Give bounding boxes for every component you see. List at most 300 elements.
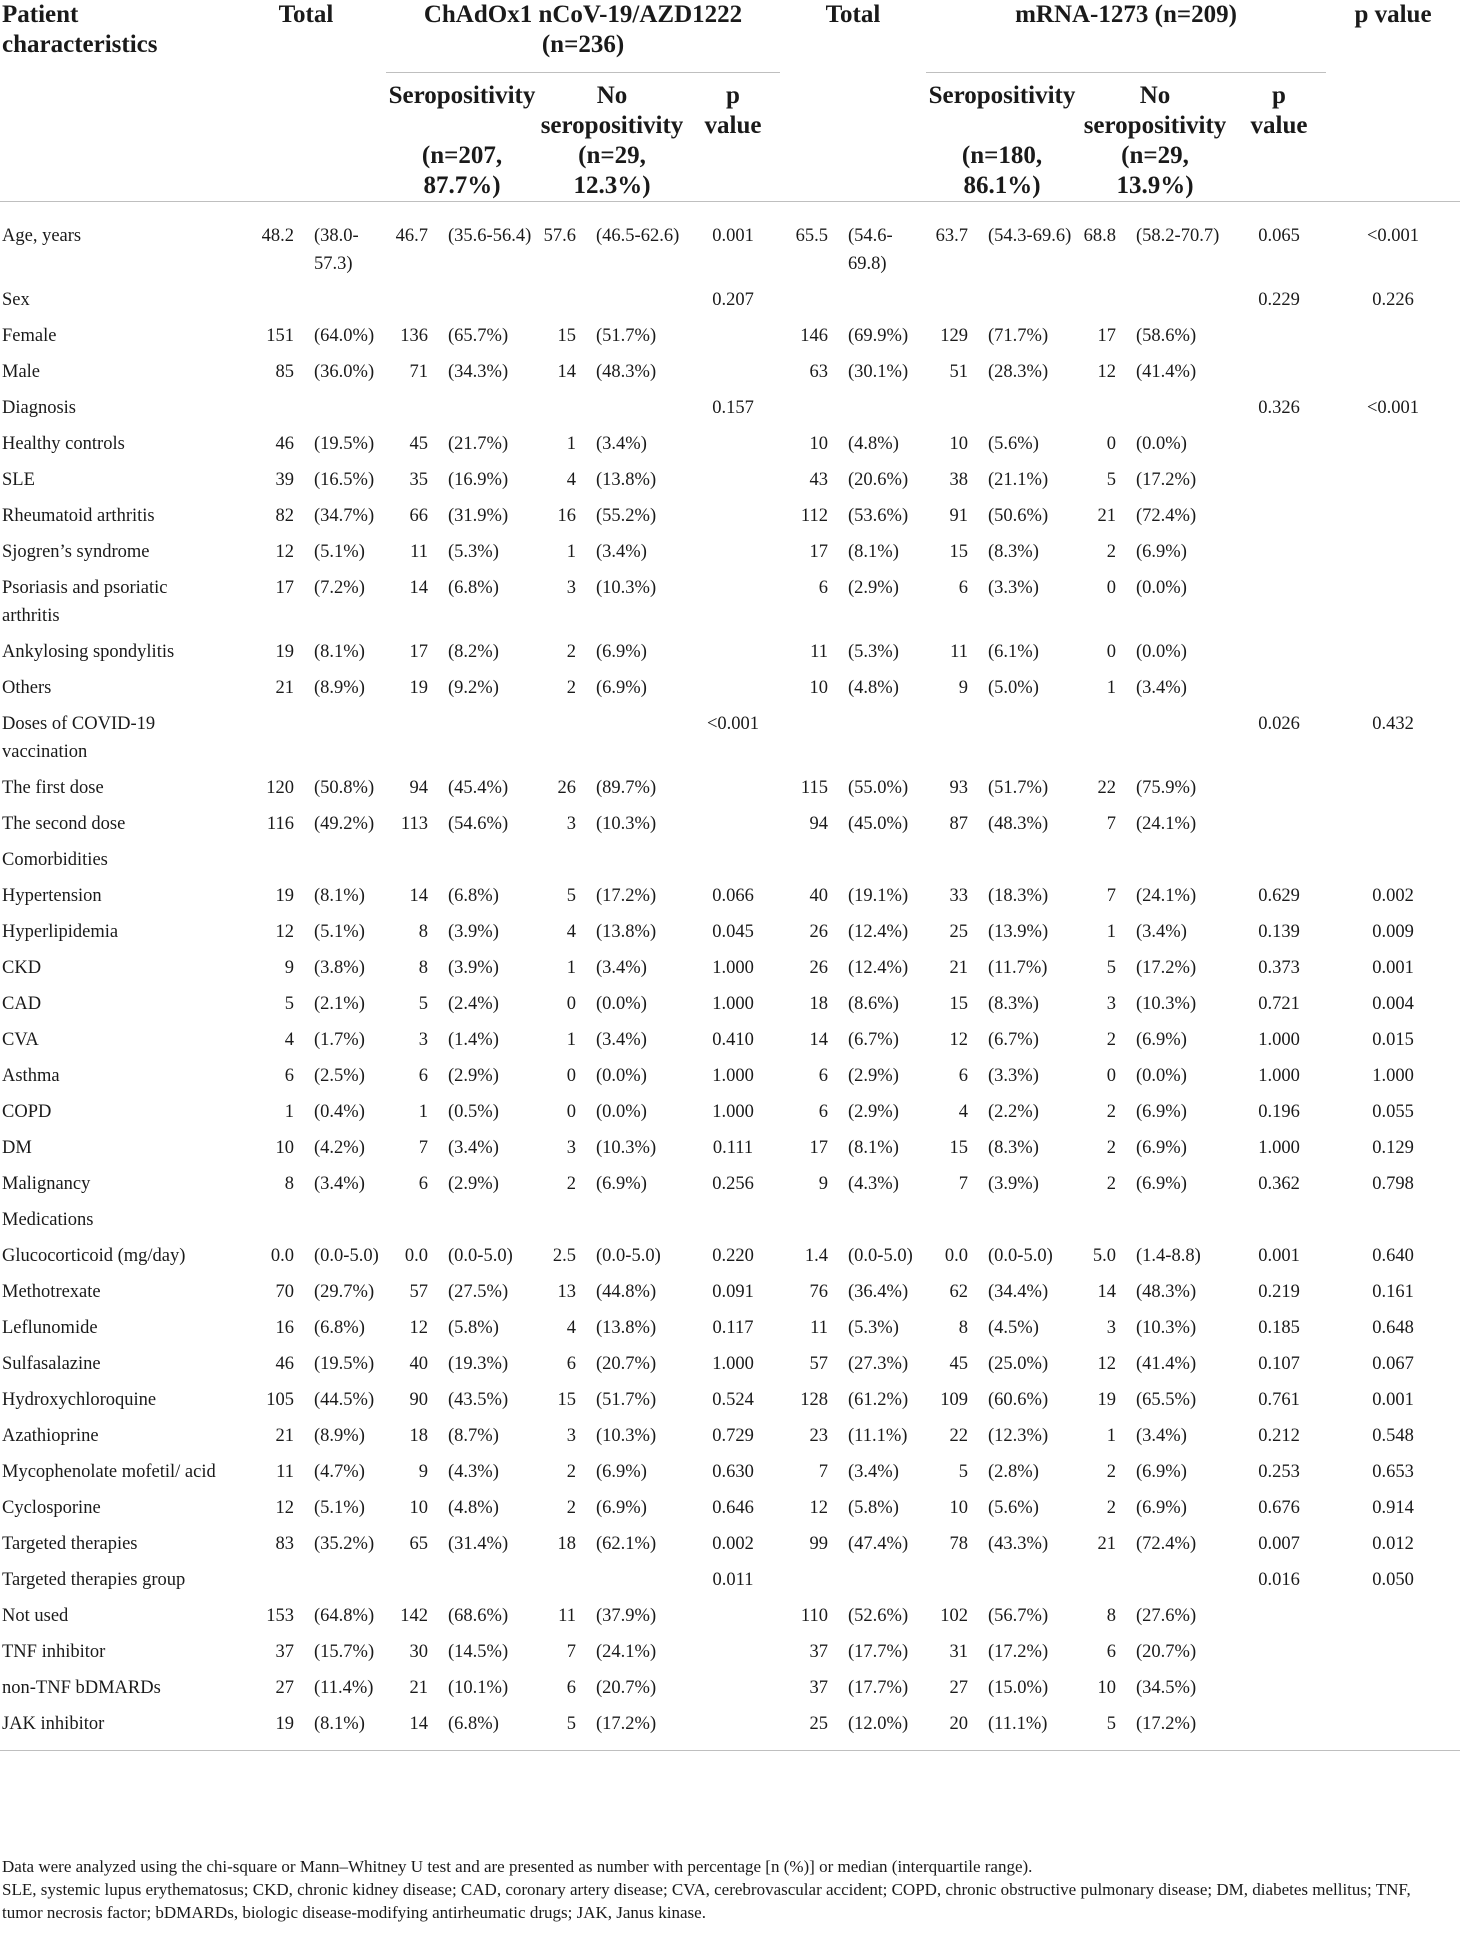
row-cell: 19 — [409, 678, 428, 698]
row-cell: 11 — [810, 642, 828, 662]
row-cell — [686, 532, 780, 568]
row-cell: 0 — [566, 1066, 576, 1086]
row-cell: (19.3%) — [448, 1354, 509, 1374]
row-cell: 0.721 — [1258, 994, 1300, 1014]
row-cell: (21.7%) — [448, 434, 509, 454]
row-cell: 91 — [949, 506, 968, 526]
row-cell: 6 — [566, 1678, 576, 1698]
row-cell: (6.9%) — [596, 678, 647, 698]
row-cell — [780, 704, 836, 768]
row-cell: (56.7%) — [988, 1606, 1049, 1626]
header-group-chadox1: ChAdOx1 nCoV-19/AZD1222 (n=236) — [423, 1, 743, 58]
row-cell: (8.6%) — [848, 994, 899, 1014]
row-cell: 5 — [1078, 1704, 1124, 1751]
table-row — [0, 984, 1460, 1020]
row-cell: (34.3%) — [448, 362, 509, 382]
row-cell: (6.1%) — [988, 642, 1039, 662]
table-row — [0, 1596, 1460, 1632]
row-label: Malignancy — [2, 1174, 91, 1194]
row-cell: 39 — [275, 470, 294, 490]
row-label: Hypertension — [2, 886, 102, 906]
row-cell: 0.524 — [712, 1390, 754, 1410]
row-cell: (47.4%) — [848, 1534, 909, 1554]
row-cell: 46 — [275, 1354, 294, 1374]
row-cell: 0.004 — [1372, 994, 1414, 1014]
row-cell: (14.5%) — [448, 1642, 509, 1662]
row-cell: (3.4%) — [596, 958, 647, 978]
row-cell: 37 — [275, 1642, 294, 1662]
row-cell: 0.253 — [1258, 1462, 1300, 1482]
row-cell: 1.000 — [1258, 1138, 1300, 1158]
row-cell: (45.0%) — [848, 814, 909, 834]
row-cell: (4.2%) — [314, 1138, 365, 1158]
row-cell: 18 — [557, 1534, 576, 1554]
row-cell: (3.4%) — [596, 434, 647, 454]
row-cell: 105 — [266, 1390, 294, 1410]
row-cell: (29.7%) — [314, 1282, 375, 1302]
row-cell: (58.2-70.7) — [1136, 226, 1220, 246]
row-cell: (16.5%) — [314, 470, 375, 490]
row-cell: (13.8%) — [596, 922, 657, 942]
row-cell: 10 — [809, 678, 828, 698]
row-cell: 21 — [1097, 506, 1116, 526]
row-cell: (28.3%) — [988, 362, 1049, 382]
row-cell: 10 — [1097, 1678, 1116, 1698]
row-cell: 0.646 — [712, 1498, 754, 1518]
row-cell: 5 — [1106, 470, 1116, 490]
table-row — [0, 202, 1460, 281]
row-cell: 12 — [1097, 362, 1116, 382]
row-cell: <0.001 — [1366, 226, 1420, 246]
row-cell: 1.000 — [712, 994, 754, 1014]
row-cell — [1326, 632, 1460, 668]
row-cell: (8.7%) — [448, 1426, 499, 1446]
row-cell: (0.0%) — [596, 1066, 647, 1086]
row-cell — [686, 840, 780, 876]
row-cell — [1124, 280, 1232, 316]
row-cell: 71 — [409, 362, 428, 382]
row-cell: 18 — [809, 994, 828, 1014]
row-cell: (60.6%) — [988, 1390, 1049, 1410]
row-cell — [1232, 1632, 1326, 1668]
row-cell: 0.362 — [1258, 1174, 1300, 1194]
row-cell: 0.107 — [1258, 1354, 1300, 1374]
row-cell — [686, 496, 780, 532]
row-label: Psoriasis and psoriatic arthritis — [2, 578, 168, 626]
row-cell: (3.4%) — [1136, 922, 1187, 942]
row-label: TNF inhibitor — [2, 1642, 106, 1662]
row-cell: 1 — [566, 1030, 576, 1050]
row-cell: 19 — [226, 1704, 302, 1751]
row-cell: 5 — [958, 1462, 968, 1482]
row-cell — [686, 352, 780, 388]
row-cell: 3 — [566, 1426, 576, 1446]
table-row — [0, 1380, 1460, 1416]
row-label: Healthy controls — [2, 434, 125, 454]
row-cell: (8.1%) — [314, 886, 365, 906]
row-cell: (8.3%) — [988, 542, 1039, 562]
row-label: SLE — [2, 470, 35, 490]
row-cell: 0 — [1106, 642, 1116, 662]
row-cell — [1326, 316, 1460, 352]
row-cell: (34.7%) — [314, 506, 375, 526]
table-row — [0, 1344, 1460, 1380]
table-footnotes — [2, 1855, 1452, 1924]
row-cell: 2 — [1106, 1030, 1116, 1050]
row-cell: 113 — [400, 814, 428, 834]
row-cell: 70 — [275, 1282, 294, 1302]
row-label: Medications — [2, 1210, 94, 1230]
table-row — [0, 1704, 1460, 1751]
row-cell: (6.9%) — [596, 642, 647, 662]
row-cell — [1232, 768, 1326, 804]
row-cell: 0 — [1106, 1066, 1116, 1086]
row-cell: 0.066 — [712, 886, 754, 906]
row-cell: (2.8%) — [988, 1462, 1039, 1482]
row-cell: 0.798 — [1372, 1174, 1414, 1194]
row-cell: 48.2 — [261, 226, 294, 246]
row-cell: 10 — [809, 434, 828, 454]
row-cell: 14 — [809, 1030, 828, 1050]
row-cell — [226, 280, 302, 316]
row-cell: 2 — [1106, 1102, 1116, 1122]
row-cell — [836, 280, 926, 316]
table-row — [0, 668, 1460, 704]
row-cell: 0.015 — [1372, 1030, 1414, 1050]
row-cell: 82 — [275, 506, 294, 526]
row-cell: 6 — [418, 1066, 428, 1086]
row-cell: 12 — [949, 1030, 968, 1050]
row-cell — [780, 1560, 836, 1596]
row-cell — [584, 704, 686, 768]
table-row — [0, 1128, 1460, 1164]
row-cell: (0.0-5.0) — [596, 1246, 661, 1266]
row-cell — [1326, 1200, 1460, 1236]
row-cell: 11 — [558, 1606, 576, 1626]
row-cell: (11.7%) — [988, 958, 1048, 978]
row-cell: 0.0 — [944, 1246, 968, 1266]
row-cell: 0.229 — [1258, 290, 1300, 310]
header-p-value-overall: p value — [1354, 1, 1432, 28]
row-cell: 25 — [780, 1704, 836, 1751]
row-cell — [538, 704, 584, 768]
row-cell: 0.002 — [712, 1534, 754, 1554]
row-cell — [926, 1560, 976, 1596]
row-cell — [686, 568, 780, 632]
row-cell: (4.7%) — [314, 1462, 365, 1482]
row-cell — [1124, 1200, 1232, 1236]
row-cell: (13.8%) — [596, 470, 657, 490]
row-cell — [386, 840, 436, 876]
row-cell: 1.4 — [804, 1246, 828, 1266]
row-cell — [1232, 632, 1326, 668]
row-cell — [686, 1704, 780, 1751]
row-cell: 0.729 — [712, 1426, 754, 1446]
row-cell: (20.7%) — [596, 1678, 657, 1698]
row-cell: 0.640 — [1372, 1246, 1414, 1266]
row-cell: 31 — [949, 1642, 968, 1662]
row-cell: 8 — [418, 922, 428, 942]
row-label: Doses of COVID-19 vaccination — [2, 714, 156, 762]
row-cell: 93 — [949, 778, 968, 798]
row-cell: 57.6 — [543, 226, 576, 246]
row-cell: (75.9%) — [1136, 778, 1197, 798]
row-cell: 2 — [1106, 1462, 1116, 1482]
row-cell — [436, 388, 538, 424]
row-cell: 90 — [409, 1390, 428, 1410]
row-cell — [1232, 1668, 1326, 1704]
row-label: The second dose — [2, 814, 126, 834]
row-cell: 10 — [949, 434, 968, 454]
row-cell: (51.7%) — [596, 1390, 657, 1410]
row-cell: 109 — [940, 1390, 968, 1410]
row-cell: 9 — [818, 1174, 828, 1194]
row-cell: 94 — [409, 778, 428, 798]
row-cell: 83 — [275, 1534, 294, 1554]
row-cell: 4 — [566, 1318, 576, 1338]
header-g1-seropositivity-label: Seropositivity — [388, 82, 536, 109]
row-cell: 14 — [386, 1704, 436, 1751]
row-cell: 38 — [949, 470, 968, 490]
row-cell: 151 — [266, 326, 294, 346]
row-cell: (4.8%) — [848, 678, 899, 698]
row-cell: 14 — [1097, 1282, 1116, 1302]
row-cell: (5.1%) — [314, 542, 365, 562]
row-cell: 2 — [566, 1174, 576, 1194]
row-cell — [1232, 668, 1326, 704]
row-cell — [976, 704, 1078, 768]
row-cell: 0.157 — [712, 398, 754, 418]
row-cell: 4 — [566, 922, 576, 942]
row-cell: 10 — [275, 1138, 294, 1158]
row-cell: (2.1%) — [314, 994, 365, 1014]
row-cell: 0.001 — [1372, 958, 1414, 978]
row-cell: 0.629 — [1258, 886, 1300, 906]
row-cell — [1078, 280, 1124, 316]
row-cell — [686, 768, 780, 804]
table-row — [0, 352, 1460, 388]
row-cell: 2 — [566, 642, 576, 662]
row-label: Targeted therapies group — [2, 1570, 186, 1590]
table-row — [0, 876, 1460, 912]
row-cell: (8.3%) — [988, 994, 1039, 1014]
row-cell: (41.4%) — [1136, 362, 1197, 382]
row-cell: 99 — [809, 1534, 828, 1554]
row-cell: 0.648 — [1372, 1318, 1414, 1338]
row-cell: 0.219 — [1258, 1282, 1300, 1302]
row-cell: (17.2%) — [1136, 470, 1197, 490]
row-cell: 6 — [566, 1354, 576, 1374]
row-cell — [686, 632, 780, 668]
row-cell — [386, 388, 436, 424]
row-cell: (17.2%) — [1124, 1704, 1232, 1751]
row-cell: 14 — [409, 578, 428, 598]
row-cell: (2.2%) — [988, 1102, 1039, 1122]
row-cell: (19.1%) — [848, 886, 909, 906]
row-cell: (3.9%) — [448, 922, 499, 942]
table-row — [0, 1308, 1460, 1344]
row-cell: 13 — [557, 1282, 576, 1302]
row-cell: (8.1%) — [314, 642, 365, 662]
row-label: Leflunomide — [2, 1318, 98, 1338]
footnote-abbreviations: SLE, systemic lupus erythematosus; CKD, chronic kidney disease; CAD, coronary artery disease; CVA, cerebrovascular accident; COPD, chronic obstructive pulmonary disease; DM, diabetes mellitus; TNF, tumor necrosis factor; bDMARDs, biologic disease-modifying antirheumatic drugs; JAK, Janus kinase. — [2, 1880, 1411, 1922]
row-cell: (12.3%) — [988, 1426, 1049, 1446]
row-cell: 0.256 — [712, 1174, 754, 1194]
row-label: CKD — [2, 958, 42, 978]
row-cell — [584, 840, 686, 876]
row-cell — [584, 1200, 686, 1236]
row-cell — [1078, 840, 1124, 876]
row-cell: 0.091 — [712, 1282, 754, 1302]
row-cell: (0.5%) — [448, 1102, 499, 1122]
row-cell — [226, 1560, 302, 1596]
row-cell: (50.8%) — [314, 778, 375, 798]
row-cell — [1232, 532, 1326, 568]
row-cell — [436, 1560, 538, 1596]
row-cell — [836, 840, 926, 876]
row-cell: (54.6-69.8) — [848, 226, 893, 274]
row-cell — [1232, 1200, 1326, 1236]
row-cell — [436, 840, 538, 876]
row-cell: (3.4%) — [1136, 1426, 1187, 1446]
row-cell — [302, 704, 386, 768]
row-cell: 11 — [276, 1462, 294, 1482]
row-cell: (52.6%) — [848, 1606, 909, 1626]
row-cell: (51.7%) — [596, 326, 657, 346]
table-row — [0, 496, 1460, 532]
row-cell: (64.8%) — [314, 1606, 375, 1626]
row-cell: 0.026 — [1258, 714, 1300, 734]
row-cell: (8.1%) — [848, 1138, 899, 1158]
row-cell: (24.1%) — [1136, 886, 1197, 906]
row-cell: (65.7%) — [448, 326, 509, 346]
row-cell — [302, 840, 386, 876]
row-cell — [1326, 568, 1460, 632]
row-cell: (3.8%) — [314, 958, 365, 978]
row-cell: 11 — [410, 542, 428, 562]
row-cell: (35.2%) — [314, 1534, 375, 1554]
row-cell: 43 — [809, 470, 828, 490]
row-cell: (5.1%) — [314, 922, 365, 942]
row-cell: (6.8%) — [448, 578, 499, 598]
row-cell: (4.8%) — [448, 1498, 499, 1518]
row-cell: (54.3-69.6) — [988, 226, 1072, 246]
row-cell — [976, 1560, 1078, 1596]
row-cell: 0.001 — [712, 226, 754, 246]
row-cell: (12.0%) — [836, 1704, 926, 1751]
row-cell — [686, 460, 780, 496]
row-cell: (6.9%) — [596, 1462, 647, 1482]
header-total-1: Total — [278, 1, 334, 28]
row-cell: (34.5%) — [1136, 1678, 1197, 1698]
row-cell: (10.3%) — [596, 578, 657, 598]
row-cell: (20.6%) — [848, 470, 909, 490]
row-cell — [302, 388, 386, 424]
row-cell — [1232, 460, 1326, 496]
row-cell: 9 — [418, 1462, 428, 1482]
row-cell: <0.001 — [1366, 398, 1420, 418]
row-cell: 19 — [1097, 1390, 1116, 1410]
row-cell: 0.012 — [1372, 1534, 1414, 1554]
row-cell — [836, 1200, 926, 1236]
row-cell: (3.4%) — [314, 1174, 365, 1194]
row-cell: 0.007 — [1258, 1534, 1300, 1554]
row-cell: (27.5%) — [448, 1282, 509, 1302]
row-cell — [538, 280, 584, 316]
row-cell: 11 — [810, 1318, 828, 1338]
row-cell — [538, 388, 584, 424]
row-cell: (3.4%) — [448, 1138, 499, 1158]
row-cell — [584, 388, 686, 424]
row-cell: 1.000 — [712, 1102, 754, 1122]
row-cell: 0.111 — [712, 1138, 754, 1158]
row-cell: (5.8%) — [448, 1318, 499, 1338]
row-cell: (6.9%) — [1136, 1462, 1187, 1482]
row-cell: (6.8%) — [448, 886, 499, 906]
row-label: Azathioprine — [2, 1426, 99, 1446]
row-cell: 12 — [809, 1498, 828, 1518]
row-cell: 1.000 — [712, 1066, 754, 1086]
row-cell: 22 — [949, 1426, 968, 1446]
row-label: Rheumatoid arthritis — [2, 506, 155, 526]
row-cell — [436, 1200, 538, 1236]
row-label: Asthma — [2, 1066, 60, 1086]
row-label: JAK inhibitor — [0, 1704, 226, 1751]
header-g2-no-seropositivity: No seropositivity (n=29, 13.9%) — [1078, 73, 1232, 202]
table-row — [0, 1416, 1460, 1452]
row-cell: (4.3%) — [848, 1174, 899, 1194]
table-body — [0, 202, 1460, 1751]
row-cell: 0.0 — [270, 1246, 294, 1266]
row-cell — [1232, 496, 1326, 532]
row-cell: 0.432 — [1372, 714, 1414, 734]
row-cell: (20.7%) — [596, 1354, 657, 1374]
row-cell: (35.6-56.4) — [448, 226, 532, 246]
row-cell: 0.0 — [404, 1246, 428, 1266]
row-cell: 46 — [275, 434, 294, 454]
row-cell: (3.3%) — [988, 578, 1039, 598]
row-cell — [686, 424, 780, 460]
row-label: COPD — [2, 1102, 52, 1122]
row-cell: 17 — [809, 542, 828, 562]
row-cell — [686, 1200, 780, 1236]
row-cell: (5.3%) — [848, 1318, 899, 1338]
row-cell — [1326, 768, 1460, 804]
row-cell: (31.9%) — [448, 506, 509, 526]
row-cell: 16 — [275, 1318, 294, 1338]
row-cell: (0.0-5.0) — [448, 1246, 513, 1266]
row-cell — [386, 1200, 436, 1236]
row-cell: (17.7%) — [848, 1678, 909, 1698]
row-cell: 57 — [809, 1354, 828, 1374]
row-cell: 2 — [1106, 1174, 1116, 1194]
row-cell: (20.7%) — [1136, 1642, 1197, 1662]
row-cell: (24.1%) — [596, 1642, 657, 1662]
row-cell: 0.185 — [1258, 1318, 1300, 1338]
row-cell: 23 — [809, 1426, 828, 1446]
row-cell: 8 — [418, 958, 428, 978]
row-cell: 2 — [566, 1462, 576, 1482]
row-cell — [1326, 460, 1460, 496]
row-cell: (2.4%) — [448, 994, 499, 1014]
row-label: Mycophenolate mofetil/ acid — [2, 1462, 216, 1482]
row-cell: 5 — [418, 994, 428, 1014]
row-cell: 7 — [418, 1138, 428, 1158]
row-cell — [926, 704, 976, 768]
row-cell — [1232, 316, 1326, 352]
row-cell: (11.1%) — [976, 1704, 1078, 1751]
row-cell: 45 — [409, 434, 428, 454]
